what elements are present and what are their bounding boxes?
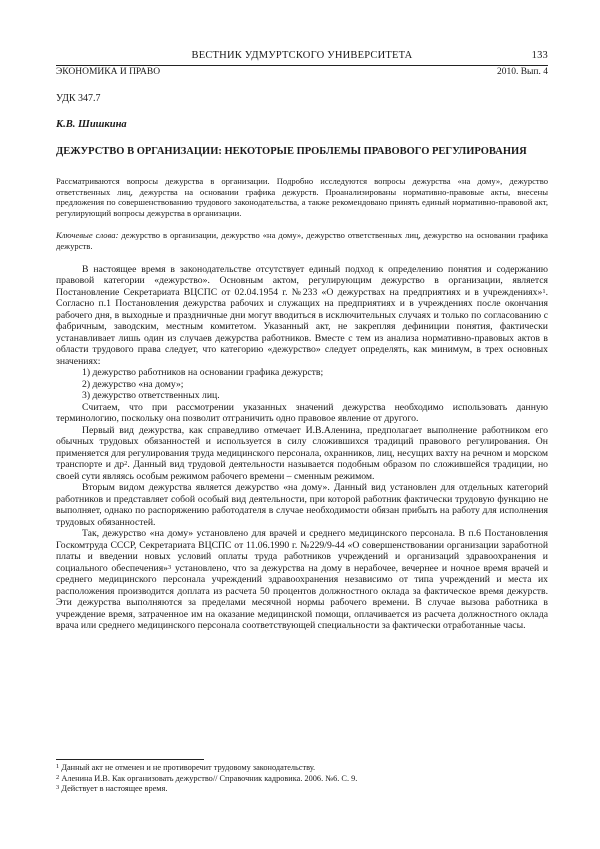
paragraph bbox=[56, 528, 548, 632]
paragraph: Вторым видом дежурства является дежурство «на дому». Данный вид установлен для отдельных категорий работников и представляет собой особый вид деятельности, при которой работник фактически трудовую функцию не выполняет, однако по распоряжению работодателя в случае необходимости обязан прибыть на работу для исполнения трудовых обязанностей. bbox=[56, 482, 548, 528]
page-number: 133 bbox=[531, 50, 548, 61]
footnote-ref: 3 bbox=[168, 563, 172, 571]
footnote-mark: 1 bbox=[56, 763, 60, 770]
article-title: ДЕЖУРСТВО В ОРГАНИЗАЦИИ: НЕКОТОРЫЕ ПРОБЛЕМЫ ПРАВОВОГО РЕГУЛИРОВАНИЯ bbox=[56, 146, 527, 157]
header-rule bbox=[56, 65, 548, 66]
footnote-text: Аленина И.В. Как организовать дежурство// Справочник кадровика. 2006. №6. С. 9. bbox=[61, 773, 358, 783]
list-item: 2) дежурство «на дому»; bbox=[82, 378, 184, 390]
footnotes bbox=[56, 763, 548, 795]
running-header bbox=[56, 50, 548, 63]
running-subheader bbox=[56, 67, 548, 79]
list-item: 1) дежурство работников на основании графика дежурств; bbox=[82, 367, 324, 379]
paragraph-text: Так, дежурство «на дому» установлено для врачей и среднего медицинского персонала. В п.6 Постановления Госкомтруда СССР, Секретариата ВЦСПС от 11.06.1990 г. №229/9-44 «О совершенствовании организации заработной платы и введении новых условий оплаты труда работников учреждений и организаций здравоохранения и социального обеспечения» bbox=[56, 528, 548, 574]
footnote-text: Данный акт не отменен и не противоречит трудовому законодательству. bbox=[61, 763, 316, 772]
issue-info: 2010. Вып. 4 bbox=[496, 67, 548, 77]
paragraph bbox=[56, 425, 548, 483]
footnote-rule bbox=[56, 759, 204, 760]
footnote-ref: 2 bbox=[124, 460, 128, 468]
footnote bbox=[56, 763, 548, 774]
footnote-text: Действует в настоящее время. bbox=[61, 784, 168, 793]
article-page bbox=[56, 50, 548, 632]
udk-code: УДК 347.7 bbox=[56, 93, 101, 104]
section-name: ЭКОНОМИКА И ПРАВО bbox=[56, 67, 161, 77]
author-name: К.В. Шишкина bbox=[56, 119, 127, 130]
paragraph: Считаем, что при рассмотрении указанных значений дежурства необходимо использовать данную терминологию, поскольку она позволит отграничить одно правовое явление от другого. bbox=[56, 401, 548, 425]
paragraph-text: установлено, что за дежурства на дому в нерабочее, вечернее и ночное время врачей и среднего медицинского персонала учреждений здравоохранения независимо от типа учреждений и места их расположения производится доплата из расчета 50 процентов должностного оклада за фактическое время дежурств. Эти дежурства выполняются за пределами месячной нормы рабочего времени. В случае вызова работника в учреждение время, затраченное им на оказание медицинской помощи, оплачивается из расчета должностного оклада врача или среднего медицинского персонала соответствующей специальности за фактически отработанные часы. bbox=[56, 562, 548, 632]
footnote-mark: 2 bbox=[56, 773, 60, 781]
footnote bbox=[56, 774, 548, 785]
article-body bbox=[56, 264, 548, 632]
paragraph-text: . Данный вид трудовой деятельности называется подобным образом по сложившейся традиции, но своей сути являясь особым режимом рабочего времени – сменным режимом. bbox=[56, 459, 548, 482]
footnote-mark: 3 bbox=[56, 784, 60, 791]
paragraph-text: . Согласно п.1 Постановления дежурства рабочих и служащих на предприятиях и в учреждениях после окончания рабочего дня, в выходные и праздничные дни могут вводиться в исключительных случаях и только по согласованию с фабричным, заводским, местным комитетом. Указанный акт, не закрепляя дефиниции понятия, фактически устанавливает лишь один из случаев дежурства работников. Вместе с тем из анализа нормативно-правовых актов в области трудового права следует, что категорию «дежурство» следует определять, как минимум, в трех основных значениях: bbox=[56, 286, 548, 367]
abstract: Рассматриваются вопросы дежурства в организации. Подробно исследуются вопросы дежурства «на дому», дежурство ответственных лиц, дежурства на основании графика дежурств. Проанализированы нормативно-правовые акты, внесены предложения по совершенствованию трудового законодательства, а также рекомендовано принять единый нормативно-правовой акт, регулирующий вопросы дежурства в организации. bbox=[56, 176, 548, 218]
paragraph-text: В настоящее время в законодательстве отсутствует единый подход к определению понятия и содержанию правовой категории «дежурство». Основным актом, регулирующим дежурство в организации, является Постановление Секретариата ВЦСПС от 02.04.1954 г. №233 «О дежурствах на предприятиях и в учреждениях» bbox=[56, 263, 548, 298]
keywords bbox=[56, 230, 548, 251]
keywords-label: Ключевые слова: bbox=[56, 230, 119, 241]
footnote bbox=[56, 784, 548, 795]
footnote-ref: 1 bbox=[542, 287, 546, 295]
journal-title: ВЕСТНИК УДМУРТСКОГО УНИВЕРСИТЕТА bbox=[191, 50, 413, 61]
keywords-text: дежурство в организации, дежурство «на дому», дежурство ответственных лиц, дежурство на основании графика дежурств. bbox=[56, 230, 548, 251]
paragraph bbox=[56, 264, 548, 368]
list-item: 3) дежурство ответственных лиц. bbox=[82, 390, 220, 402]
paragraph-text: Первый вид дежурства, как справедливо отмечает И.В.Аленина, предполагает выполнение работником его обычных трудовых обязанностей и используется в силу сложившихся традиций правового регулирования. Он применяется для регулирования труда медицинского персонала, охранников, лиц, несущих вахту на речном и морском транспорте и др bbox=[56, 424, 548, 471]
